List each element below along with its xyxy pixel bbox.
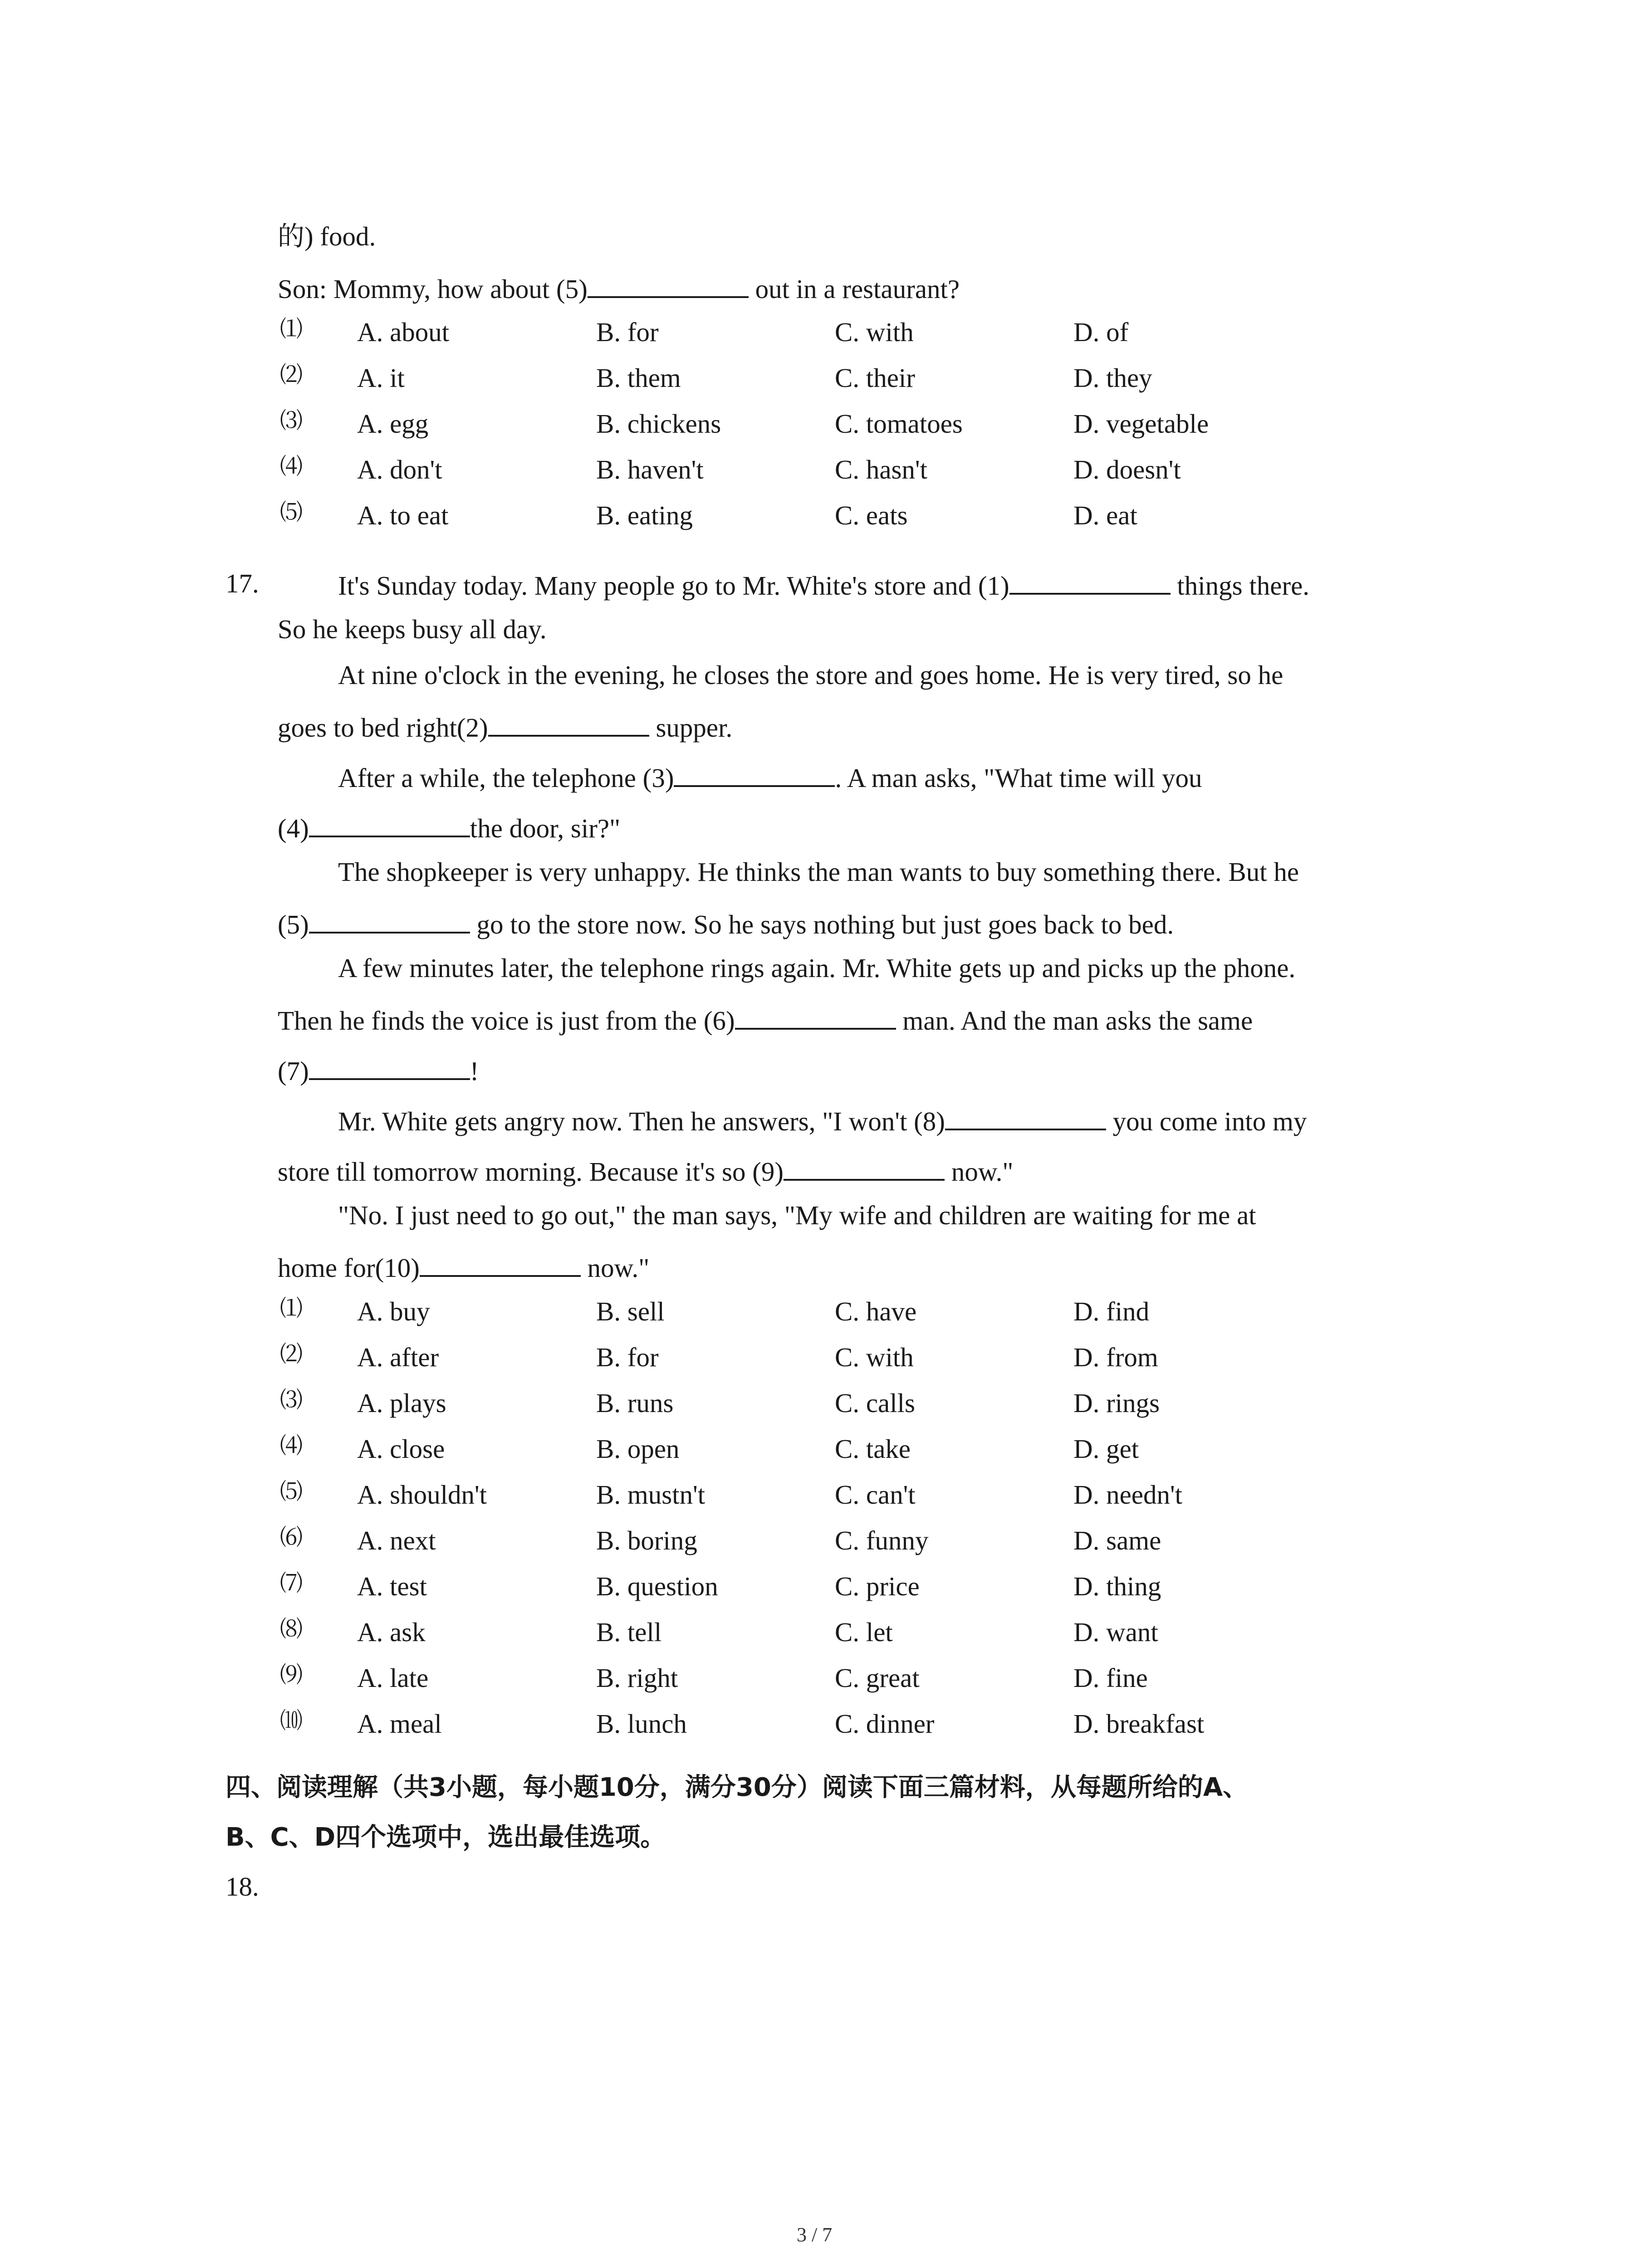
- q17-blank-7[interactable]: [309, 1056, 470, 1080]
- q17-option-d[interactable]: D. thing: [1073, 1571, 1161, 1601]
- q17-text: Mr. White gets angry now. Then he answers, "I won't (8): [338, 1106, 945, 1136]
- q17-text: . A man asks, "What time will you: [835, 763, 1202, 793]
- q17-text: (5): [278, 909, 309, 939]
- q17-blank-6[interactable]: [735, 1005, 896, 1030]
- q16-option-b[interactable]: B. eating: [596, 500, 693, 530]
- q16-option-a[interactable]: A. don't: [357, 455, 442, 484]
- q17-option-number: ⑼: [280, 1662, 303, 1687]
- page-number: 3 / 7: [797, 2224, 833, 2246]
- q17-option-b[interactable]: B. open: [596, 1434, 680, 1464]
- q17-passage-line: [278, 1056, 479, 1085]
- q16-option-number: ⑴: [280, 316, 303, 342]
- q16-option-c[interactable]: C. hasn't: [835, 455, 928, 484]
- q17-blank-5[interactable]: [309, 909, 470, 934]
- q17-option-c[interactable]: C. let: [835, 1617, 893, 1647]
- q17-option-number: ⑹: [280, 1525, 303, 1550]
- q17-passage-line: "No. I just need to go out," the man says, "My wife and children are waiting for me at: [338, 1200, 1256, 1230]
- q17-passage-line: At nine o'clock in the evening, he closes the store and goes home. He is very tired, so he: [338, 660, 1283, 690]
- q17-option-c[interactable]: C. price: [835, 1571, 920, 1601]
- q17-option-b[interactable]: B. tell: [596, 1617, 662, 1647]
- q17-text: (7): [278, 1056, 309, 1086]
- q17-text: home for(10): [278, 1253, 420, 1283]
- q16-option-number: ⑷: [280, 454, 303, 479]
- q16-option-b[interactable]: B. haven't: [596, 455, 704, 484]
- q17-text: you come into my: [1112, 1106, 1307, 1136]
- q16-option-c[interactable]: C. with: [835, 317, 914, 347]
- q17-passage-line: [338, 1106, 1307, 1135]
- q16-option-c[interactable]: C. eats: [835, 500, 908, 530]
- q17-option-a[interactable]: A. buy: [357, 1296, 430, 1326]
- q17-text: store till tomorrow morning. Because it's so (9): [278, 1157, 784, 1187]
- q16-option-d[interactable]: D. of: [1073, 317, 1129, 347]
- q16-option-d[interactable]: D. they: [1073, 363, 1152, 393]
- q16-option-number: ⑶: [280, 408, 303, 433]
- q17-text: Then he finds the voice is just from the (6): [278, 1006, 735, 1036]
- q16-option-a[interactable]: A. egg: [357, 409, 429, 439]
- q17-text: It's Sunday today. Many people go to Mr. White's store and (1): [338, 571, 1009, 601]
- q17-blank-3[interactable]: [674, 763, 835, 787]
- q17-option-number: ⑷: [280, 1433, 303, 1458]
- q17-option-a[interactable]: A. test: [357, 1571, 427, 1601]
- q16-option-a[interactable]: A. to eat: [357, 500, 449, 530]
- q16-option-c[interactable]: C. their: [835, 363, 915, 393]
- q17-text: supper.: [656, 713, 733, 743]
- q17-option-a[interactable]: A. close: [357, 1434, 445, 1464]
- q17-blank-9[interactable]: [784, 1156, 945, 1181]
- q17-passage-line: [278, 1156, 1013, 1185]
- q17-option-a[interactable]: A. meal: [357, 1709, 442, 1739]
- q17-option-c[interactable]: C. take: [835, 1434, 911, 1464]
- q17-option-number: ⑶: [280, 1387, 303, 1413]
- q17-option-d[interactable]: D. want: [1073, 1617, 1158, 1647]
- q17-option-c[interactable]: C. have: [835, 1296, 917, 1326]
- q17-text: After a while, the telephone (3): [338, 763, 674, 793]
- q17-option-number: ⑻: [280, 1616, 303, 1642]
- q17-option-c[interactable]: C. funny: [835, 1525, 929, 1555]
- q16-son-text-before: Son: Mommy, how about (5): [278, 274, 588, 304]
- q17-passage-line: [278, 909, 1174, 938]
- q17-blank-4[interactable]: [309, 813, 470, 837]
- q17-option-a[interactable]: A. next: [357, 1525, 436, 1555]
- q17-text: the door, sir?": [470, 813, 621, 843]
- q17-passage-line: [278, 712, 732, 741]
- q16-option-d[interactable]: D. doesn't: [1073, 455, 1181, 484]
- section-4-heading-line-1: 四、阅读理解（共3小题，每小题10分，满分30分）阅读下面三篇材料，从每题所给的A、: [225, 1773, 1249, 1802]
- q17-text: !: [470, 1056, 479, 1086]
- q16-option-b[interactable]: B. for: [596, 317, 659, 347]
- q17-text: (4): [278, 813, 309, 843]
- q17-number: 17.: [225, 568, 259, 598]
- q17-passage-line: The shopkeeper is very unhappy. He thinks the man wants to buy something there. But he: [338, 857, 1299, 887]
- q17-option-a[interactable]: A. late: [357, 1663, 429, 1693]
- q17-text: goes to bed right(2): [278, 713, 488, 743]
- q17-option-d[interactable]: D. same: [1073, 1525, 1161, 1555]
- q17-option-a[interactable]: A. after: [357, 1342, 439, 1372]
- q17-option-d[interactable]: D. needn't: [1073, 1480, 1183, 1510]
- q16-son-text-after: out in a restaurant?: [755, 274, 960, 304]
- q17-option-d[interactable]: D. fine: [1073, 1663, 1148, 1693]
- q16-option-b[interactable]: B. chickens: [596, 409, 721, 439]
- q16-option-a[interactable]: A. it: [357, 363, 405, 393]
- q17-blank-2[interactable]: [488, 712, 649, 737]
- q17-option-b[interactable]: B. boring: [596, 1525, 697, 1555]
- q16-option-d[interactable]: D. eat: [1073, 500, 1137, 530]
- q17-passage-line: A few minutes later, the telephone rings again. Mr. White gets up and picks up the phone.: [338, 953, 1296, 983]
- q17-option-a[interactable]: A. plays: [357, 1388, 446, 1418]
- q16-son-line: [278, 274, 960, 303]
- q17-option-a[interactable]: A. shouldn't: [357, 1480, 487, 1510]
- q17-text: go to the store now. So he says nothing but just goes back to bed.: [476, 909, 1174, 939]
- q17-option-b[interactable]: B. runs: [596, 1388, 674, 1418]
- q17-blank-10[interactable]: [420, 1252, 581, 1277]
- q17-option-b[interactable]: B. mustn't: [596, 1480, 705, 1510]
- q17-passage-line: [338, 763, 1202, 792]
- q17-option-c[interactable]: C. with: [835, 1342, 914, 1372]
- q17-option-d[interactable]: D. get: [1073, 1434, 1139, 1464]
- q17-passage-line: [278, 1252, 649, 1281]
- q16-option-number: ⑸: [280, 499, 303, 525]
- q17-option-d[interactable]: D. find: [1073, 1296, 1150, 1326]
- q17-blank-1[interactable]: [1009, 570, 1171, 595]
- q17-option-number: ⑽: [280, 1708, 303, 1733]
- q17-option-d[interactable]: D. breakfast: [1073, 1709, 1205, 1739]
- q17-text: now.": [951, 1157, 1014, 1187]
- q17-blank-8[interactable]: [945, 1106, 1106, 1130]
- q17-option-a[interactable]: A. ask: [357, 1617, 426, 1647]
- q17-option-number: ⑺: [280, 1570, 303, 1596]
- q17-option-d[interactable]: D. rings: [1073, 1388, 1160, 1418]
- q16-option-c[interactable]: C. tomatoes: [835, 409, 963, 439]
- q17-passage-line: [278, 813, 620, 842]
- q17-option-b[interactable]: B. question: [596, 1571, 718, 1601]
- q17-option-b[interactable]: B. lunch: [596, 1709, 687, 1739]
- q17-option-number: ⑸: [280, 1479, 303, 1504]
- q17-passage-line: [338, 570, 1309, 599]
- q16-option-a[interactable]: A. about: [357, 317, 450, 347]
- q17-option-c[interactable]: C. can't: [835, 1480, 916, 1510]
- q17-passage-line: [278, 1005, 1253, 1034]
- q18-number: 18.: [225, 1872, 259, 1901]
- q17-text: now.": [587, 1253, 650, 1283]
- q16-option-b[interactable]: B. them: [596, 363, 681, 393]
- q17-option-c[interactable]: C. calls: [835, 1388, 915, 1418]
- q17-option-b[interactable]: B. for: [596, 1342, 659, 1372]
- q17-option-c[interactable]: C. great: [835, 1663, 920, 1693]
- q17-passage-line: So he keeps busy all day.: [278, 614, 547, 644]
- q17-text: things there.: [1177, 571, 1310, 601]
- q16-option-d[interactable]: D. vegetable: [1073, 409, 1209, 439]
- q17-text: man. And the man asks the same: [902, 1006, 1253, 1036]
- q17-option-b[interactable]: B. sell: [596, 1296, 665, 1326]
- section-4-heading-line-2: B、C、D四个选项中，选出最佳选项。: [225, 1823, 666, 1852]
- q16-blank-5[interactable]: [588, 274, 749, 298]
- q17-option-d[interactable]: D. from: [1073, 1342, 1158, 1372]
- q17-option-number: ⑴: [280, 1295, 303, 1321]
- q16-option-number: ⑵: [280, 362, 303, 387]
- q17-option-c[interactable]: C. dinner: [835, 1709, 935, 1739]
- q17-option-number: ⑵: [280, 1341, 303, 1367]
- q16-tail-line: 的) food.: [278, 221, 376, 251]
- q17-option-b[interactable]: B. right: [596, 1663, 678, 1693]
